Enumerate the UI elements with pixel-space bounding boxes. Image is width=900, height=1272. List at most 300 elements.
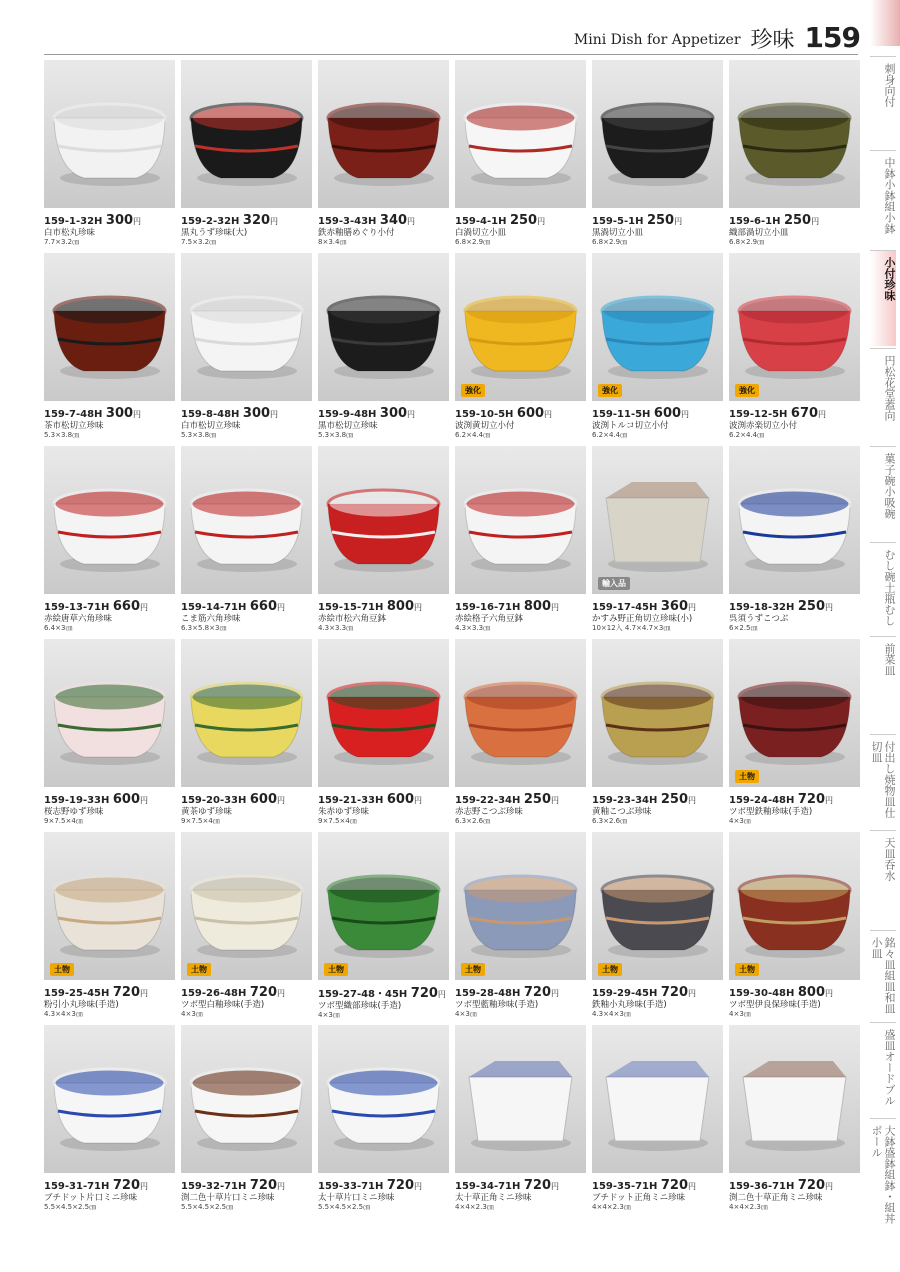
product-code-line [592,213,723,228]
product-card [455,60,586,253]
product-code-line [729,213,860,228]
bowl-illustration [44,253,175,401]
product-card [318,832,449,1025]
product-size: 4.3×3.3㎝ [318,624,354,632]
yen-unit: 円 [544,410,553,419]
product-photo [318,639,449,787]
product-code: 159-28-48H [455,988,521,999]
product-size: 9×7.5×4㎝ [44,817,83,825]
product-code: 159-27-48・45H [318,989,408,1000]
product-size: 9×7.5×4㎝ [181,817,220,825]
product-photo [455,60,586,208]
product-code-line [44,792,175,807]
product-tag: 強化 [598,384,622,397]
product-size: 5.3×3.8㎝ [44,431,80,439]
side-tab[interactable]: 菓子碗小吸碗 [870,446,896,540]
side-tab[interactable]: 銘々皿組皿和皿小皿 [870,930,896,1020]
product-card [181,639,312,832]
bowl-rim [328,490,439,518]
side-tab[interactable]: 大鉢盛鉢組鉢・組丼ボール [870,1118,896,1228]
product-card [455,639,586,832]
bowl-illustration [455,639,586,787]
product-price: 720 [523,1178,552,1193]
product-code: 159-32-71H [181,1181,247,1192]
yen-unit: 円 [133,410,142,419]
product-photo [44,639,175,787]
product-photo [318,446,449,594]
product-size: 4.3×4×3㎝ [44,1010,83,1018]
product-card [44,60,175,253]
product-photo [729,639,860,787]
product-card [44,446,175,639]
product-price: 250 [797,599,826,614]
product-name: ブチドット片口ミニ珍味 [44,1193,138,1203]
product-code: 159-16-71H [455,602,521,613]
product-price: 720 [523,985,552,1000]
bowl-rim [328,1069,439,1097]
product-card [181,832,312,1025]
product-price: 600 [516,406,545,421]
product-code-line [729,406,860,421]
product-card [318,60,449,253]
product-code: 159-26-48H [181,988,247,999]
product-name: 渕二色十草片口ミニ珍味 [181,1193,275,1203]
yen-unit: 円 [537,217,546,226]
side-tab[interactable]: 中鉢小鉢組小鉢 [870,150,896,246]
product-size: 6.2×4.4㎝ [455,431,491,439]
product-price: 600 [249,792,278,807]
product-code-line [592,792,723,807]
product-price: 300 [105,213,134,228]
product-size: 4×3㎝ [181,1010,203,1018]
product-code-line [455,406,586,421]
product-name: 白市松丸珍味 [44,228,96,238]
product-name: ツボ型鉄釉珍味(手造) [729,807,813,817]
bowl-rim [191,1069,302,1097]
product-photo [729,60,860,208]
product-price: 320 [242,213,271,228]
bowl-illustration [592,253,723,401]
bowl-rim [54,876,165,904]
yen-unit: 円 [270,217,279,226]
yen-unit: 円 [414,1182,423,1191]
bowl-rim [602,876,713,904]
product-tag: 強化 [461,384,485,397]
side-tab[interactable]: 付出し焼物皿仕切皿 [870,734,896,828]
product-price: 720 [249,1178,278,1193]
product-size: 4×4×2.3㎝ [592,1203,631,1211]
product-photo [729,253,860,401]
product-name: 白市松切立珍味 [181,421,241,431]
product-name: 波渕トルコ切立小付 [592,421,669,431]
product-name: 赤絵唐草六角珍味 [44,614,113,624]
product-code: 159-36-71H [729,1181,795,1192]
product-code: 159-31-71H [44,1181,110,1192]
bowl-illustration [318,446,449,594]
bowl-illustration [592,832,723,980]
product-code-line [44,406,175,421]
product-photo [318,832,449,980]
bowl-illustration [181,639,312,787]
bowl-body [743,1077,846,1141]
yen-unit: 円 [688,1182,697,1191]
product-name: ツボ型伊良保珍味(手造) [729,1000,821,1010]
product-code-line [181,599,312,614]
product-code: 159-7-48H [44,409,103,420]
product-size: 6.3×2.6㎝ [455,817,491,825]
product-price: 360 [660,599,689,614]
product-name: ツボ型藍釉珍味(手造) [455,1000,539,1010]
product-code: 159-4-1H [455,216,507,227]
product-card [592,832,723,1025]
product-name: 織部渦切立小皿 [729,228,789,238]
product-size: 6.4×3㎝ [44,624,73,632]
bowl-body [469,1077,572,1141]
product-name: 粉引小丸珍味(手造) [44,1000,119,1010]
product-name: 太十草正角ミニ珍味 [455,1193,532,1203]
yen-unit: 円 [551,603,560,612]
bowl-rim [606,482,709,498]
product-code: 159-23-34H [592,795,658,806]
product-code: 159-10-5H [455,409,514,420]
product-name: 鉄赤釉膳めぐり小付 [318,228,395,238]
product-tag: 土物 [187,963,211,976]
product-size: 5.5×4.5×2.5㎝ [44,1203,97,1211]
side-tab[interactable]: 刺身向付 [870,56,896,146]
product-name: 黒市松切立珍味 [318,421,378,431]
product-name: 赤絵格子六角豆鉢 [455,614,524,624]
yen-unit: 円 [277,989,286,998]
product-size: 5.3×3.8㎝ [318,431,354,439]
product-size: 6.3×5.8×3㎝ [181,624,227,632]
bowl-illustration [181,832,312,980]
product-tag: 土物 [461,963,485,976]
product-price: 720 [797,792,826,807]
product-photo [181,253,312,401]
product-code-line [318,406,449,421]
product-photo [181,446,312,594]
yen-unit: 円 [437,990,446,999]
product-grid [44,60,862,1218]
bowl-illustration [455,832,586,980]
product-price: 340 [379,213,408,228]
product-photo [44,60,175,208]
product-code: 159-3-43H [318,216,377,227]
product-photo [455,1025,586,1173]
bowl-rim [54,490,165,518]
bowl-rim [465,490,576,518]
side-index [870,0,900,1272]
bowl-rim [739,683,850,711]
product-code: 159-2-32H [181,216,240,227]
bowl-illustration [592,446,723,594]
yen-unit: 円 [277,603,286,612]
header-japanese-title: 珍味 [750,28,795,53]
product-card [455,1025,586,1218]
product-size: 7.5×3.2㎝ [181,238,217,246]
product-code: 159-13-71H [44,602,110,613]
product-name: 朱赤ゆず珍味 [318,807,370,817]
product-name: 赤絵市松六角豆鉢 [318,614,387,624]
bowl-illustration [729,832,860,980]
bowl-rim [743,1061,846,1077]
product-code: 159-30-48H [729,988,795,999]
bowl-illustration [318,60,449,208]
side-tab[interactable]: 小付珍味 [870,250,896,346]
product-photo [318,1025,449,1173]
product-code-line [181,1178,312,1193]
product-card [44,1025,175,1218]
yen-unit: 円 [414,603,423,612]
product-code-line [44,213,175,228]
product-name: 白渦切立小皿 [455,228,507,238]
product-photo [592,60,723,208]
product-card [181,253,312,446]
bowl-illustration [44,446,175,594]
product-code: 159-1-32H [44,216,103,227]
bowl-illustration [181,253,312,401]
bowl-rim [191,683,302,711]
product-price: 300 [242,406,271,421]
product-photo [455,253,586,401]
product-price: 250 [783,213,812,228]
side-tab[interactable]: 盛皿オードブル [870,1022,896,1116]
product-size: 6.8×2.9㎝ [729,238,765,246]
bowl-illustration [318,1025,449,1173]
yen-unit: 円 [825,603,834,612]
yen-unit: 円 [681,410,690,419]
product-photo [729,1025,860,1173]
product-card [592,253,723,446]
product-name: ツボ型白釉珍味(手造) [181,1000,265,1010]
bowl-illustration [44,639,175,787]
bowl-illustration [729,253,860,401]
yen-unit: 円 [688,989,697,998]
product-code-line [729,599,860,614]
product-code-line [729,985,860,1000]
bowl-illustration [592,1025,723,1173]
bowl-rim [469,1061,572,1077]
product-code: 159-20-33H [181,795,247,806]
yen-unit: 円 [270,410,279,419]
product-price: 600 [386,792,415,807]
yen-unit: 円 [140,603,149,612]
product-price: 250 [523,792,552,807]
product-size: 4×4×2.3㎝ [455,1203,494,1211]
product-card [729,253,860,446]
product-size: 4×3㎝ [455,1010,477,1018]
product-price: 670 [790,406,819,421]
bowl-rim [328,297,439,325]
yen-unit: 円 [811,217,820,226]
product-photo [181,60,312,208]
product-card [729,832,860,1025]
product-code-line [181,406,312,421]
product-price: 720 [112,985,141,1000]
product-code: 159-25-45H [44,988,110,999]
bowl-rim [54,683,165,711]
product-name: ブチドット正角ミニ珍味 [592,1193,686,1203]
bowl-rim [465,297,576,325]
product-code-line [592,599,723,614]
yen-unit: 円 [277,1182,286,1191]
bowl-rim [602,104,713,132]
product-photo [181,832,312,980]
product-size: 5.5×4.5×2.5㎝ [181,1203,234,1211]
bowl-illustration [729,446,860,594]
product-size: 4×3㎝ [729,1010,751,1018]
product-price: 720 [249,985,278,1000]
bowl-body [606,1077,709,1141]
product-photo [592,253,723,401]
bowl-rim [191,490,302,518]
product-price: 800 [523,599,552,614]
product-size: 8×3.4㎝ [318,238,347,246]
yen-unit: 円 [277,796,286,805]
product-code-line [318,792,449,807]
product-photo [44,446,175,594]
product-code-line [318,599,449,614]
product-name: 鉄釉小丸珍味(手造) [592,1000,667,1010]
product-tag: 土物 [324,963,348,976]
product-code: 159-6-1H [729,216,781,227]
product-photo [592,1025,723,1173]
bowl-illustration [181,60,312,208]
product-code-line [592,1178,723,1193]
bowl-illustration [455,60,586,208]
yen-unit: 円 [414,796,423,805]
product-code: 159-18-32H [729,602,795,613]
side-index-cap [870,0,900,46]
bowl-rim [191,297,302,325]
bowl-rim [54,1069,165,1097]
product-name: 波渕黄切立小付 [455,421,515,431]
product-code: 159-9-48H [318,409,377,420]
bowl-body [606,498,709,562]
side-tab[interactable]: むし碗土瓶むし [870,542,896,634]
product-size: 6.3×2.6㎝ [592,817,628,825]
product-price: 600 [653,406,682,421]
product-name: ツボ型織部珍味(手造) [318,1001,402,1011]
product-code: 159-24-48H [729,795,795,806]
bowl-rim [602,297,713,325]
side-tab[interactable]: 前菜皿 [870,636,896,732]
product-code-line [181,213,312,228]
yen-unit: 円 [407,217,416,226]
product-card [181,446,312,639]
yen-unit: 円 [825,796,834,805]
bowl-rim [328,683,439,711]
product-code: 159-14-71H [181,602,247,613]
yen-unit: 円 [551,1182,560,1191]
page-header [574,18,860,54]
side-tab[interactable]: 天皿呑水 [870,830,896,928]
product-photo [318,253,449,401]
product-name: 黒丸うず珍味(大) [181,228,248,238]
product-name: 黒渦切立小皿 [592,228,644,238]
product-code: 159-34-71H [455,1181,521,1192]
product-price: 720 [797,1178,826,1193]
product-tag: 土物 [735,963,759,976]
product-card [44,253,175,446]
product-tag: 土物 [50,963,74,976]
product-size: 7.7×3.2㎝ [44,238,80,246]
product-name: かすみ野正角切立珍味(小) [592,614,693,624]
product-name: 黄釉こつぶ珍味 [592,807,652,817]
product-code-line [181,985,312,1000]
yen-unit: 円 [140,1182,149,1191]
yen-unit: 円 [688,603,697,612]
product-code: 159-17-45H [592,602,658,613]
bowl-rim [739,297,850,325]
product-name: 渕二色十草正角ミニ珍味 [729,1193,823,1203]
product-code-line [455,792,586,807]
bowl-rim [739,876,850,904]
product-photo [455,639,586,787]
product-name: 波渕赤楽切立小付 [729,421,798,431]
product-price: 720 [410,986,438,1001]
product-code-line [318,213,449,228]
product-card [455,253,586,446]
product-photo [592,639,723,787]
bowl-illustration [44,1025,175,1173]
bowl-rim [739,104,850,132]
product-size: 9×7.5×4㎝ [318,817,357,825]
page-number: 159 [804,21,860,54]
bowl-illustration [592,60,723,208]
product-card [44,639,175,832]
product-price: 720 [660,1178,689,1193]
product-photo [455,446,586,594]
product-name: 赤志野こつぶ珍味 [455,807,523,817]
product-code: 159-12-5H [729,409,788,420]
yen-unit: 円 [688,796,697,805]
product-photo [44,832,175,980]
product-card [318,639,449,832]
product-tag: 土物 [735,770,759,783]
bowl-rim [191,104,302,132]
product-code: 159-35-71H [592,1181,658,1192]
header-divider [44,54,858,55]
yen-unit: 円 [825,989,834,998]
product-price: 300 [105,406,134,421]
product-code-line [44,1178,175,1193]
product-code-line [181,792,312,807]
product-card [181,60,312,253]
product-card [729,60,860,253]
product-photo [455,832,586,980]
product-code: 159-22-34H [455,795,521,806]
product-code: 159-5-1H [592,216,644,227]
product-card [729,446,860,639]
product-price: 800 [797,985,826,1000]
product-code-line [44,985,175,1000]
bowl-illustration [455,1025,586,1173]
product-photo [318,60,449,208]
side-tab[interactable]: 円松花堂蓋向 [870,348,896,444]
product-size: 4×3㎝ [318,1011,340,1019]
product-photo [44,253,175,401]
bowl-rim [328,876,439,904]
product-price: 660 [112,599,141,614]
product-photo [729,446,860,594]
product-code-line [592,985,723,1000]
product-size: 4.3×4×3㎝ [592,1010,631,1018]
bowl-illustration [729,1025,860,1173]
product-size: 4.3×3.3㎝ [455,624,491,632]
bowl-illustration [44,60,175,208]
product-code-line [318,1178,449,1193]
